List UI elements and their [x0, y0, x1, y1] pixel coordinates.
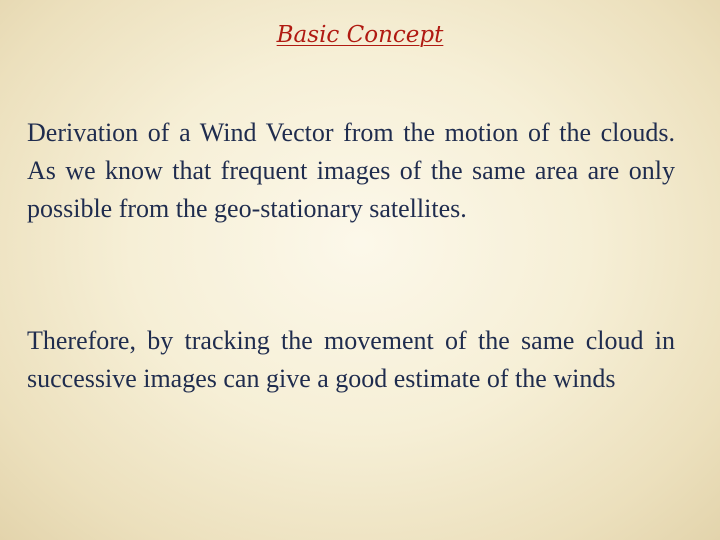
slide-title-text: Basic Concept — [276, 22, 444, 48]
paragraph-wind-vector-derivation: Derivation of a Wind Vector from the motion of the clouds. As we know that frequent images of the same area are only possible from the geo-stationary satellites. — [27, 118, 675, 223]
slide-title — [0, 18, 720, 52]
paragraph-cloud-tracking: Therefore, by tracking the movement of the same cloud in successive images can give a good estimate of the winds — [27, 326, 675, 393]
